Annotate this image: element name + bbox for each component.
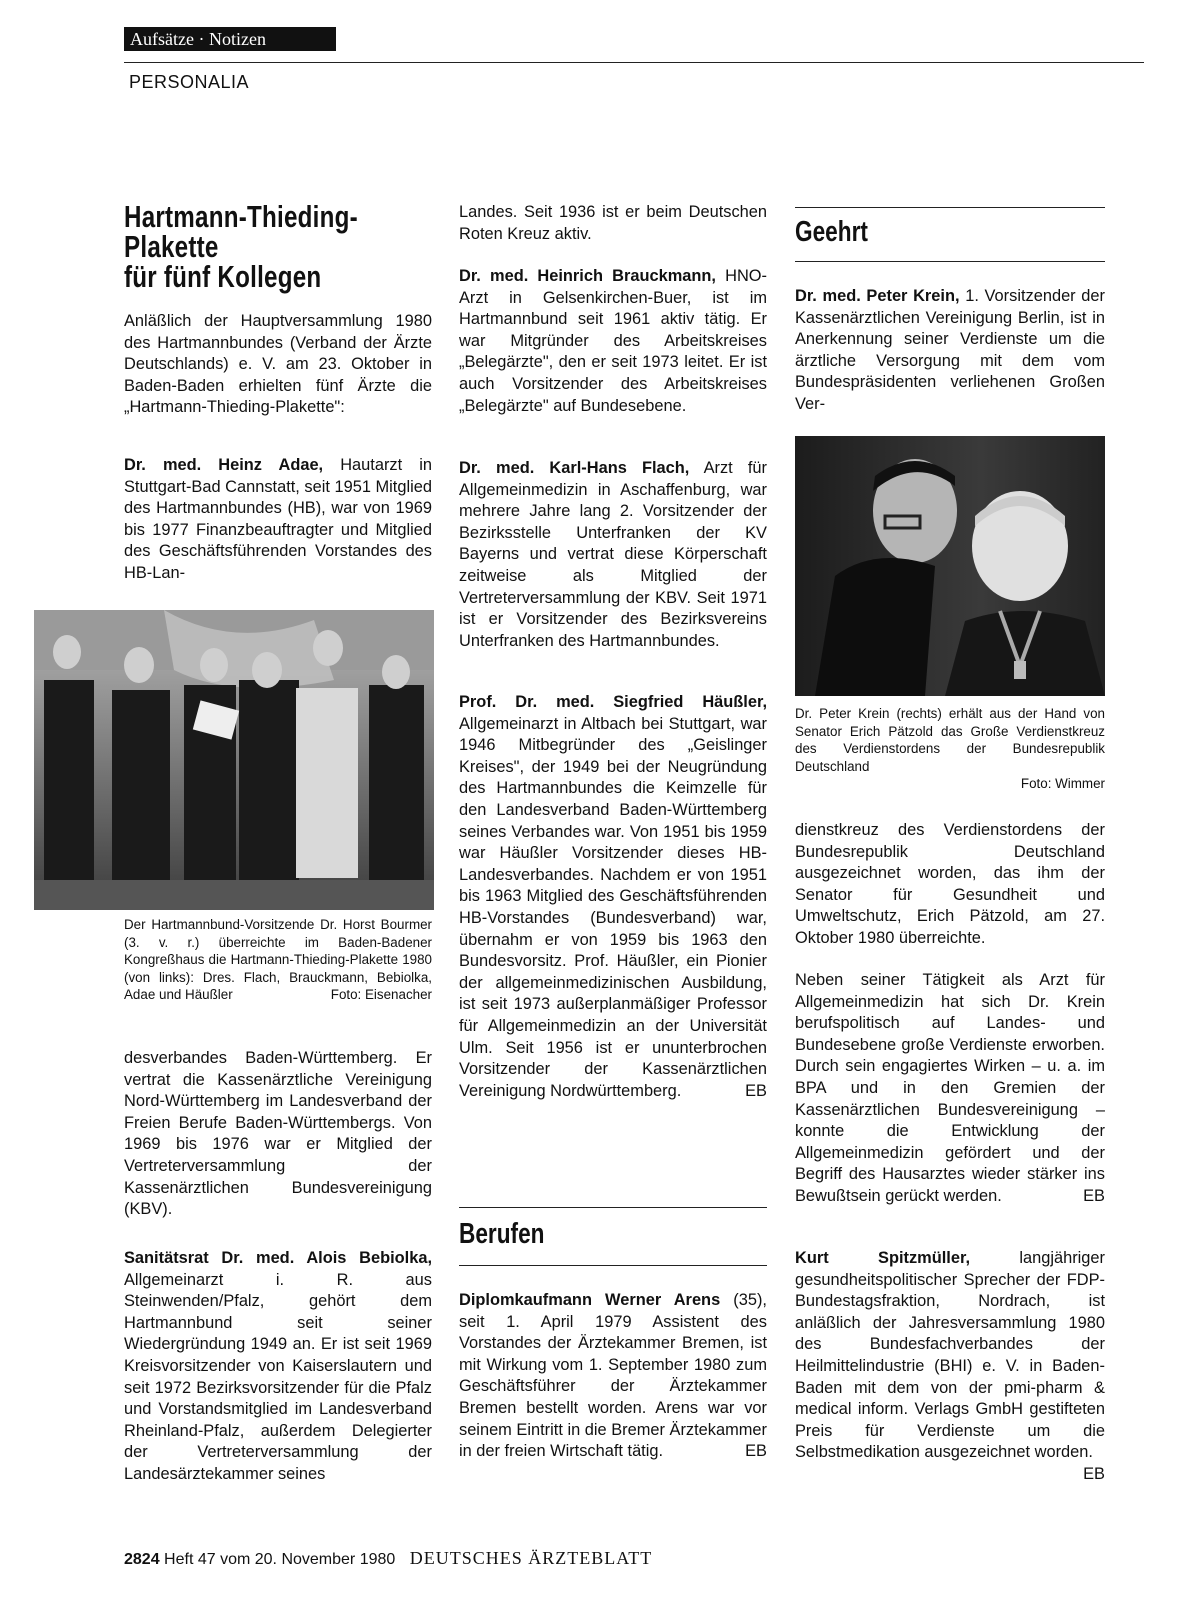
krein-paragraph-cont: dienstkreuz des Verdienstordens der Bundesrepublik Deutschland ausgezeichnet worden, das ihm der Senator für Gesundheit und Umweltschutz, Erich Pätzold, am 27. Oktober 1980 überreichte. [795, 821, 1105, 947]
arens-signature: EB [745, 1442, 767, 1461]
arens-name: Diplomkaufmann Werner Arens [459, 1291, 721, 1309]
arens-paragraph [459, 1290, 767, 1463]
haeussler-signature: EB [745, 1081, 767, 1100]
adae-paragraph-cont: desverbandes Baden-Württemberg. Er vertrat die Kassenärztliche Vereinigung Nord-Württemberg im Landesverband der Freien Berufe Baden-Württembergs. Von 1969 bis 1976 war er Mitglied der Vertreterversammlung der Kassenärztlichen Bundesvereinigung (KBV). [124, 1049, 432, 1219]
group-photo-credit: Foto: Eisenacher [330, 987, 432, 1002]
headline-line-3: für fünf Kollegen [124, 259, 322, 294]
geehrt-heading: Geehrt [795, 216, 868, 248]
krein-photo-caption-text: Dr. Peter Krein (rechts) erhält aus der Hand von Senator Erich Pätzold das Große Verdienstkreuz des Verdienstordens der Bundesrepublik Deutschland [795, 706, 1105, 774]
krein-paragraph [795, 286, 1105, 416]
section-tag: Aufsätze · Notizen [124, 27, 336, 51]
group-photo-image [34, 610, 434, 910]
adae-text: Hautarzt in Stuttgart-Bad Cannstatt, seit 1951 Mitglied des Hartmannbundes (HB), war von 1969 bis 1977 Finanzbeauftragter und Mitglied des Geschäftsführenden Vorstandes des HB-Lan- [124, 456, 432, 582]
flach-name: Dr. med. Karl-Hans Flach, [459, 459, 690, 477]
berufen-rule [459, 1207, 767, 1208]
krein-photo-image [795, 436, 1105, 696]
adae-name: Dr. med. Heinz Adae, [124, 456, 324, 474]
spitzmueller-signature: EB [1083, 1464, 1105, 1483]
flach-paragraph [459, 458, 767, 652]
geehrt-rule-bottom [795, 261, 1105, 262]
spitzmueller-paragraph [795, 1248, 1105, 1486]
top-rule [124, 62, 1144, 63]
page-number: 2824 [124, 1551, 160, 1568]
arens-text: (35), seit 1. April 1979 Assistent des Vorstandes der Ärztekammer Bremen, ist mit Wirkung vom 1. September 1980 zum Geschäftsführer der Ärztekammer Bremen bestellt worden. Arens war vor seinem Eintritt in die Bremer Ärztekammer in der freien Wirtschaft tätig. [459, 1291, 767, 1461]
brauckmann-paragraph [459, 266, 767, 417]
group-photo [34, 610, 434, 910]
group-photo-caption [124, 916, 432, 1004]
bebiolka-name: Sanitätsrat Dr. med. Alois Bebiolka, [124, 1249, 432, 1267]
rubric: PERSONALIA [129, 72, 250, 92]
magazine-title: DEUTSCHES ÄRZTEBLATT [409, 1548, 653, 1568]
haeussler-paragraph [459, 692, 767, 1102]
spitzmueller-text: langjähriger gesundheitspolitischer Sprecher der FDP-Bundestagsfraktion, Nordrach, ist anläßlich der Jahresversammlung 1980 des Bundesfachverbandes der Heilmittelindustrie (BHI) e. V. in Baden-Baden mit dem von der pmi-pharm & medical inform. Verlags GmbH gestifteten Preis für Verdienste um die Selbstmedikation ausgezeichnet worden. [795, 1249, 1105, 1462]
brauckmann-text: HNO-Arzt in Gelsenkirchen-Buer, ist im Hartmannbund seit 1961 aktiv tätig. Er war Mitgründer des Arbeitskreises „Belegärzte", den er seit 1973 leitet. Er ist auch Vorsitzender des Arbeitskreises „Belegärzte" auf Bundesebene. [459, 267, 768, 415]
flach-text: Arzt für Allgemeinmedizin in Aschaffenburg, war mehrere Jahre lang 2. Vorsitzender der Bezirksstelle Unterfranken der KV Bayerns und vertrat diese Körperschaft zeitweise als Mitglied der Vertreterversammlung der KBV. Seit 1971 ist er Vorsitzender des Bezirksvereins Unterfranken des Hartmannbundes. [459, 459, 767, 650]
krein-text-2: Neben seiner Tätigkeit als Arzt für Allgemeinmedizin hat sich Dr. Krein berufspolitisch auf Landes- und Bundesebene große Verdienste erworben. Durch sein engagiertes Wirken – u. a. im BPA und in den Gremien der Kassenärztlichen Bundesvereinigung – konnte die Entwicklung der Allgemeinmedizin gefördert und der Begriff des Hausarztes wieder stärker ins Bewußtsein gerückt werden. [795, 971, 1105, 1205]
group-photo-caption-text: Der Hartmannbund-Vorsitzende Dr. Horst Bourmer (3. v. r.) überreichte im Baden-Badener Kongreßhaus die Hartmann-Thieding-Plakette 1980 (von links): Dres. Flach, Brauckmann, Bebiolka, Adae und Häußler [124, 917, 432, 1002]
krein-paragraph-2 [795, 970, 1105, 1208]
headline-line-1: Hartmann-Thieding- [124, 199, 358, 234]
krein-photo-caption [795, 705, 1105, 793]
bebiolka-paragraph-cont: Landes. Seit 1936 ist er beim Deutschen Roten Kreuz aktiv. [459, 203, 767, 243]
intro-paragraph: Anläßlich der Hauptversammlung 1980 des Hartmannbundes (Verband der Ärzte Deutschlands) e. V. am 23. Oktober in Baden-Baden erhielten fünf Ärzte die „Hartmann-Thieding-Plakette": [124, 312, 432, 417]
article-headline [124, 199, 428, 294]
krein-photo-credit: Foto: Wimmer [1020, 776, 1105, 791]
spitzmueller-name: Kurt Spitzmüller, [795, 1249, 971, 1267]
issue-info: Heft 47 vom 20. November 1980 [164, 1551, 396, 1568]
geehrt-rule [795, 207, 1105, 208]
bebiolka-text: Allgemeinarzt i. R. aus Steinwenden/Pfalz, gehört dem Hartmannbund seit seiner Wiedergründung 1949 an. Er ist seit 1969 Kreisvorsitzender von Kaiserslautern und seit 1972 Bezirksvorsitzender für die Pfalz und Vorstandsmitglied im Landesverband Rheinland-Pfalz, außerdem Delegierter der Vertreterversammlung der Landesärztekammer seines [124, 1270, 432, 1483]
berufen-heading: Berufen [459, 1218, 545, 1250]
haeussler-text: Allgemeinarzt in Altbach bei Stuttgart, war 1946 Mitbegründer des „Geislinger Kreises", der 1949 bei der Neugründung des Hartmannbundes die Keimzelle für den Landesverband Baden-Württemberg seines Verbandes war. Von 1951 bis 1959 war Häußler Vorsitzender dieses HB-Landesverbandes. Nachdem er von 1951 bis 1963 Mitglied des Geschäftsführenden HB-Vorstandes (Bundesverband) war, übernahm er von 1959 bis 1963 den Bundesvorsitz. Prof. Häußler, ein Pionier der allgemeinmedizinischen Ausbildung, ist seit 1973 außerplanmäßiger Professor für Allgemeinmedizin an der Universität Ulm. Seit 1956 ist er ununterbrochen Vorsitzender der Kassenärztlichen Vereinigung Nordwürttemberg. [459, 714, 767, 1100]
bebiolka-paragraph [124, 1248, 432, 1486]
krein-photo [795, 436, 1105, 696]
haeussler-name: Prof. Dr. med. Siegfried Häußler, [459, 693, 767, 711]
adae-paragraph [124, 455, 432, 585]
brauckmann-name: Dr. med. Heinrich Brauckmann, [459, 267, 716, 285]
krein-name: Dr. med. Peter Krein, [795, 287, 960, 305]
krein-signature: EB [1083, 1186, 1105, 1205]
page-footer [124, 1548, 652, 1569]
krein-text: 1. Vorsitzender der Kassenärztlichen Vereinigung Berlin, ist in Anerkennung seiner Verdienste um die ärztliche Versorgung mit dem vom Bundespräsidenten verliehenen Großen Ver- [795, 287, 1105, 413]
headline-line-2: Plakette [124, 229, 219, 264]
berufen-rule-bottom [459, 1265, 767, 1266]
